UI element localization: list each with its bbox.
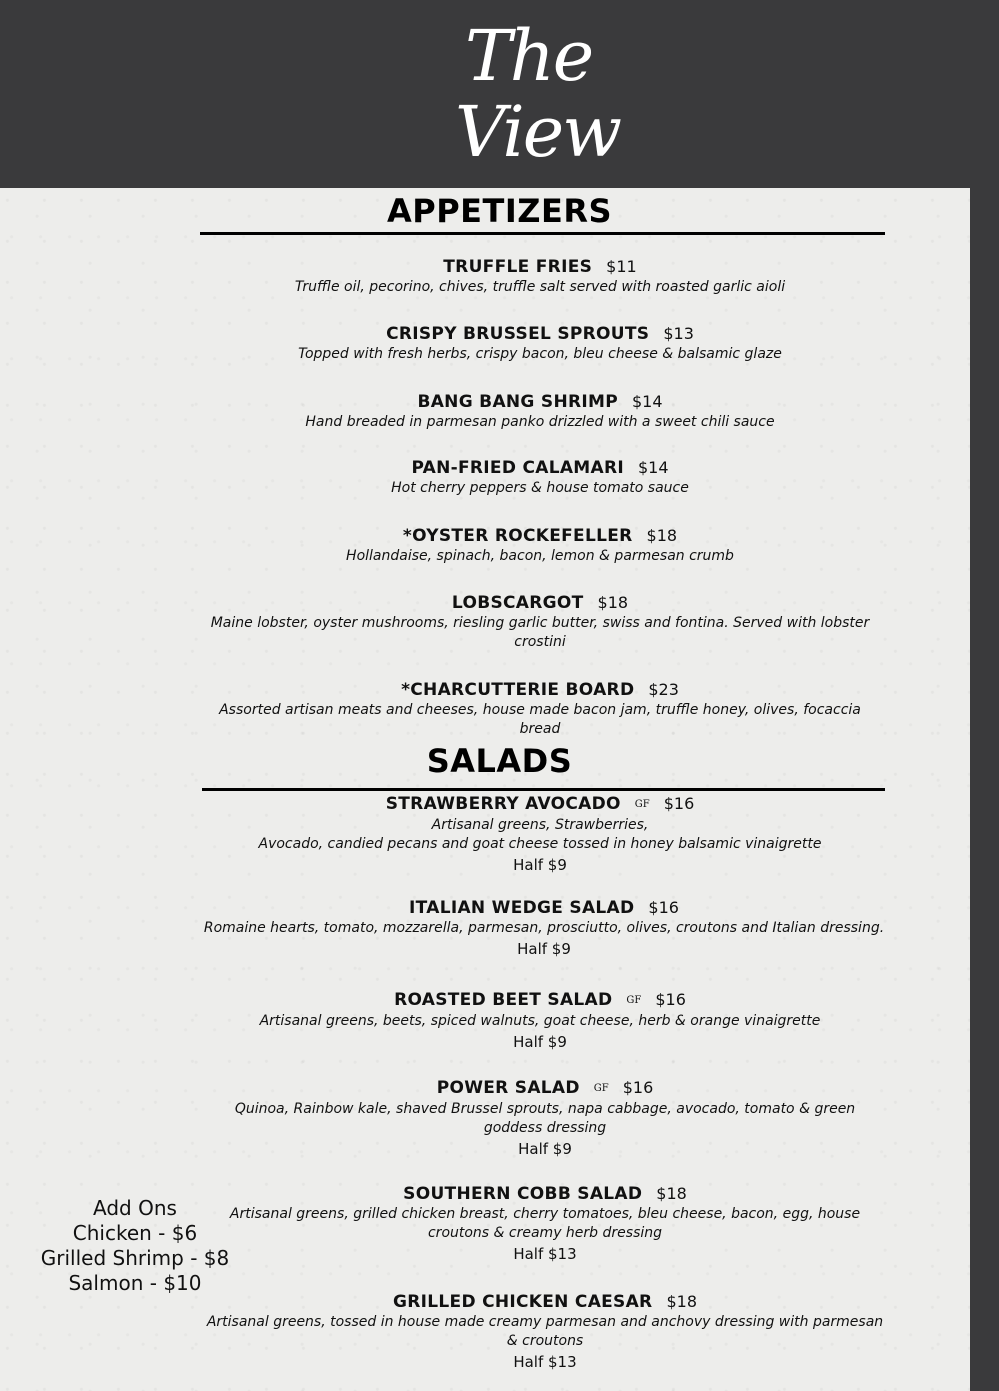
- item-desc: Artisanal greens, grilled chicken breast, cherry tomatoes, bleu cheese, bacon, egg, house croutons & creamy herb dressing: [229, 1206, 861, 1241]
- item-price: $18: [646, 526, 678, 545]
- item-desc: Artisanal greens, Strawberries,: [431, 817, 649, 833]
- item-price: $16: [655, 990, 686, 1009]
- half-price: Half $13: [513, 1353, 577, 1371]
- menu-item: [190, 793, 890, 876]
- item-price: $14: [637, 458, 669, 477]
- item-name: SOUTHERN COBB SALAD: [403, 1184, 643, 1204]
- logo: [455, 15, 655, 173]
- item-price: $23: [648, 680, 679, 699]
- salads-title: SALADS: [426, 742, 573, 780]
- item-name: CRISPY BRUSSEL SPROUTS: [386, 324, 650, 344]
- menu-item: [190, 391, 890, 432]
- add-ons: [30, 1196, 240, 1296]
- item-price: $18: [597, 593, 629, 612]
- item-desc: Quinoa, Rainbow kale, shaved Brussel sprouts, napa cabbage, avocado, tomato & green goddess dressing: [234, 1101, 856, 1136]
- item-name: STRAWBERRY AVOCADO: [385, 794, 621, 814]
- menu-item: [180, 897, 908, 960]
- half-price: Half $9: [513, 856, 567, 874]
- appetizers-title: APPETIZERS: [386, 192, 612, 230]
- menu-item: [215, 1077, 875, 1160]
- item-name: GRILLED CHICKEN CAESAR: [393, 1292, 653, 1312]
- item-desc: Maine lobster, oyster mushrooms, riesling garlic butter, swiss and fontina. Served with lobster crostini: [210, 615, 870, 650]
- salads-rule: [202, 788, 885, 791]
- item-name: ITALIAN WEDGE SALAD: [409, 898, 635, 918]
- item-name: LOBSCARGOT: [451, 593, 584, 613]
- menu-item: [190, 457, 890, 498]
- item-desc: Artisanal greens, tossed in house made creamy parmesan and anchovy dressing with parmesan & croutons: [206, 1314, 884, 1349]
- item-price: $16: [648, 898, 679, 917]
- add-on-item: Grilled Shrimp - $8: [40, 1246, 230, 1270]
- add-ons-title: Add Ons: [93, 1196, 177, 1220]
- menu-item: [190, 525, 890, 566]
- logo-line-2: View: [455, 91, 621, 173]
- item-desc: Romaine hearts, tomato, mozzarella, parmesan, prosciutto, olives, croutons and Italian dressing.: [203, 920, 885, 936]
- logo-line-1: The: [465, 15, 593, 97]
- item-desc: Hot cherry peppers & house tomato sauce: [391, 480, 689, 496]
- item-name: BANG BANG SHRIMP: [417, 392, 618, 412]
- half-price: Half $9: [517, 940, 571, 958]
- gluten-free-badge: GF: [634, 799, 650, 810]
- item-desc: Assorted artisan meats and cheeses, house made bacon jam, truffle honey, olives, focaccia bread: [219, 702, 861, 737]
- item-name: *OYSTER ROCKEFELLER: [402, 526, 633, 546]
- item-desc: Truffle oil, pecorino, chives, truffle salt served with roasted garlic aioli: [294, 279, 786, 295]
- half-price: Half $9: [518, 1140, 572, 1158]
- menu-item: [215, 1183, 875, 1265]
- item-price: $11: [606, 257, 637, 276]
- item-name: *CHARCUTTERIE BOARD: [401, 680, 635, 700]
- half-price: Half $9: [513, 1033, 567, 1051]
- add-on-item: Salmon - $10: [68, 1271, 202, 1295]
- menu-item: [190, 989, 890, 1053]
- gluten-free-badge: GF: [593, 1083, 609, 1094]
- item-desc: Hollandaise, spinach, bacon, lemon & parmesan crumb: [346, 548, 734, 564]
- item-price: $16: [663, 794, 695, 813]
- item-price: $14: [631, 392, 663, 411]
- item-name: ROASTED BEET SALAD: [394, 990, 613, 1010]
- item-name: PAN-FRIED CALAMARI: [411, 458, 624, 478]
- item-price: $18: [666, 1292, 697, 1311]
- item-desc: Avocado, candied pecans and goat cheese tossed in honey balsamic vinaigrette: [258, 836, 822, 852]
- item-desc: Hand breaded in parmesan panko drizzled with a sweet chili sauce: [305, 414, 775, 430]
- item-price: $18: [656, 1184, 687, 1203]
- gluten-free-badge: GF: [626, 995, 642, 1006]
- half-price: Half $13: [513, 1245, 577, 1263]
- item-price: $16: [622, 1078, 654, 1097]
- item-desc: Artisanal greens, beets, spiced walnuts, goat cheese, herb & orange vinaigrette: [259, 1013, 821, 1029]
- add-on-item: Chicken - $6: [72, 1221, 198, 1245]
- appetizers-rule: [200, 232, 885, 235]
- menu-item: [210, 679, 870, 739]
- item-price: $13: [663, 324, 694, 343]
- menu-item: [190, 256, 890, 297]
- menu-item: [190, 323, 890, 364]
- menu-item: [200, 1291, 890, 1373]
- item-name: TRUFFLE FRIES: [443, 257, 593, 277]
- menu-item: [200, 592, 880, 652]
- item-desc: Topped with fresh herbs, crispy bacon, bleu cheese & balsamic glaze: [298, 346, 782, 362]
- item-name: POWER SALAD: [436, 1078, 580, 1098]
